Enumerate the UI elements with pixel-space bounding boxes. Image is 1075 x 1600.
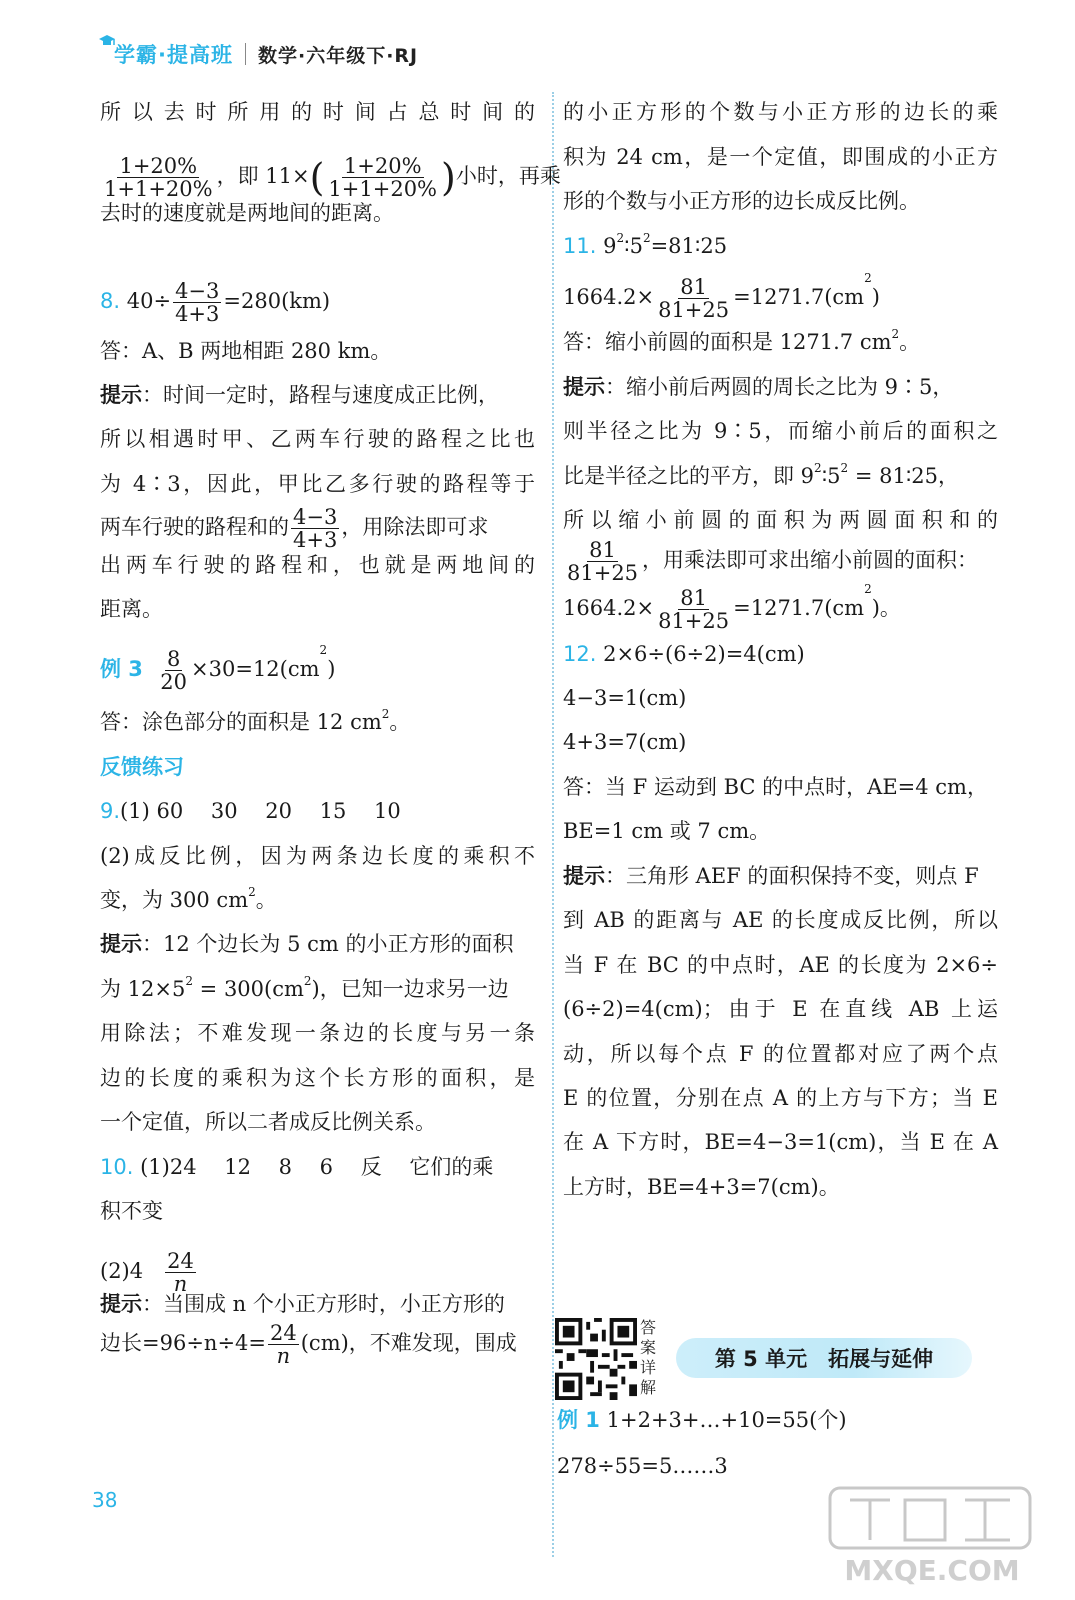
book-subtitle: 数学·六年级下·RJ: [257, 44, 419, 67]
text-line: 边的长度的乘积为这个长方形的面积，是: [100, 1065, 535, 1090]
text-line: 在 A 下方时，BE=4−3=1(cm)，当 E 在 A: [563, 1130, 998, 1155]
text-line: 为 $12\times 5^2 = 300(cm^2)$，已知一边求另一边: [100, 973, 509, 1001]
text-line: 用除法；不难发现一条边的长度与另一条: [100, 1021, 535, 1046]
text-line: 到 AB 的距离与 AE 的长度成反比例，所以: [563, 908, 998, 933]
text-line: 278÷55=5……3: [557, 1454, 728, 1478]
text-line: 上方时，BE=4+3=7(cm)。: [563, 1174, 840, 1199]
text-line: 动，所以每个点 F 的位置都对应了两个点: [563, 1041, 998, 1066]
text-line: 两车行驶的路程和的 $\frac{4-3}{4+3}$ ，用除法即可求: [100, 505, 489, 553]
tip-10: 提示：当围成 n 个小正方形时，小正方形的: [100, 1292, 505, 1316]
text-line: E 的位置，分别在点 A 的上方与下方；当 E: [563, 1085, 998, 1110]
text-line: (2)4 $\frac{24}{n}$: [100, 1248, 194, 1296]
text-line: $\frac{81}{81+25}$ ，用乘法即可求出缩小前圆的面积：: [567, 537, 979, 585]
answer-11: 答：缩小前圆的面积是 1271.7 $cm^2$。: [563, 327, 921, 355]
formula-line: 1664.2× $\frac{81}{81+25}$ $=1271.7(cm^2)$: [563, 270, 880, 322]
text-line: 一个定值，所以二者成反比例关系。: [100, 1110, 436, 1135]
tip-11: 提示：缩小前后两圆的周长之比为 9∶5，: [563, 374, 954, 399]
text-line: 距离。: [100, 597, 163, 622]
text-line: BE=1 cm 或 7 cm。: [563, 819, 771, 844]
question-8: 8. 40÷ $\frac{4-3}{4+3}$ =280(km): [100, 278, 331, 326]
section-feedback: 反馈练习: [100, 754, 184, 779]
example-1: 例 1 1+2+3+…+10=55(个): [557, 1408, 847, 1432]
answer-12: 答：当 F 运动到 BC 的中点时，AE=4 cm，: [563, 774, 988, 799]
watermark-logo: [820, 1480, 1045, 1590]
qr-code-label: 答案详解: [640, 1318, 657, 1397]
text-line: 4+3=7(cm): [563, 730, 687, 755]
column-divider: [552, 92, 554, 1557]
page-number: 38: [92, 1488, 118, 1512]
text-line: 所以缩小前圆的面积为两圆面积和的: [563, 508, 998, 533]
answer-8: 答：A、B 两地相距 280 km。: [100, 338, 392, 363]
text-line: 的小正方形的个数与小正方形的边长的乘: [563, 100, 998, 125]
text-line: 则半径之比为 9∶5，而缩小前后的面积之: [563, 419, 998, 444]
qr-code-icon[interactable]: [555, 1318, 637, 1400]
brand-logo: 学霸·提高班: [100, 39, 233, 69]
text-line: 积不变: [100, 1199, 163, 1224]
question-10: 10. (1)24 12 8 6 反 它们的乘: [100, 1154, 494, 1179]
text-line: 比是半径之比的平方，即 $9^2∶5^2$ = 81∶25，: [563, 460, 960, 488]
text-line: (6÷2)=4(cm)；由于 E 在直线 AB 上运: [563, 997, 998, 1022]
header-divider: [245, 43, 246, 65]
fraction: $\frac{1+20\%}{1+1+20\%}$: [104, 153, 213, 201]
text-line: 所以相遇时甲、乙两车行驶的路程之比也: [100, 427, 535, 452]
example-3: 例 3 $\frac{8}{20}$ $\times 30=12(cm^2)$: [100, 642, 336, 694]
question-11: 11. $9^2∶5^2=81∶25$: [563, 230, 728, 258]
text-line: 变，为 300 $cm^2$。: [100, 885, 277, 912]
text-line: 所以去时所用的时间占总时间的: [100, 100, 535, 125]
text-line: 4−3=1(cm): [563, 686, 687, 710]
question-12: 12. 2×6÷(6÷2)=4(cm): [563, 641, 805, 666]
text-line: 为 4∶3，因此，甲比乙多行驶的路程等于: [100, 471, 535, 496]
formula-line: 1664.2× $\frac{81}{81+25}$ $=1271.7(cm^2)$。: [563, 582, 901, 634]
page-header: [100, 34, 418, 74]
text-line: 积为 24 cm，是一个定值，即围成的小正方: [563, 144, 998, 169]
mortarboard-icon: [98, 33, 116, 51]
tip-12: 提示：三角形 AEF 的面积保持不变，则点 F: [563, 863, 979, 888]
answer-ex3: 答：涂色部分的面积是 12 $cm^2$。: [100, 707, 411, 735]
text-line: (2)成反比例，因为两条边长度的乘积不: [100, 843, 535, 868]
question-9: 9.(1) 60 30 20 15 10: [100, 799, 401, 824]
formula-line: $\frac{1+20\%}{1+1+20\%}$ ，即 11×( $\frac{1+20\%}{1+1+20\%}$ )小时，再乘: [104, 153, 561, 201]
text-line: 出两车行驶的路程和，也就是两地间的: [100, 552, 535, 577]
watermark-text: MXQE.COM: [844, 1554, 1020, 1587]
tip-8: 提示：时间一定时，路程与速度成正比例，: [100, 383, 499, 407]
text-line: 当 F 在 BC 的中点时，AE 的长度为 2×6÷: [563, 952, 998, 977]
unit-title-banner: 第 5 单元 拓展与延伸: [676, 1338, 972, 1378]
text-line: 形的个数与小正方形的边长成反比例。: [563, 189, 920, 214]
tip-9: 提示：12 个边长为 5 cm 的小正方形的面积: [100, 932, 514, 957]
text-line: 边长=96÷n÷4= $\frac{24}{n}$ (cm)，不难发现，围成: [100, 1321, 517, 1369]
fraction: $\frac{1+20\%}{1+1+20\%}$: [328, 153, 438, 201]
text-line: 去时的速度就是两地间的距离。: [100, 201, 394, 226]
